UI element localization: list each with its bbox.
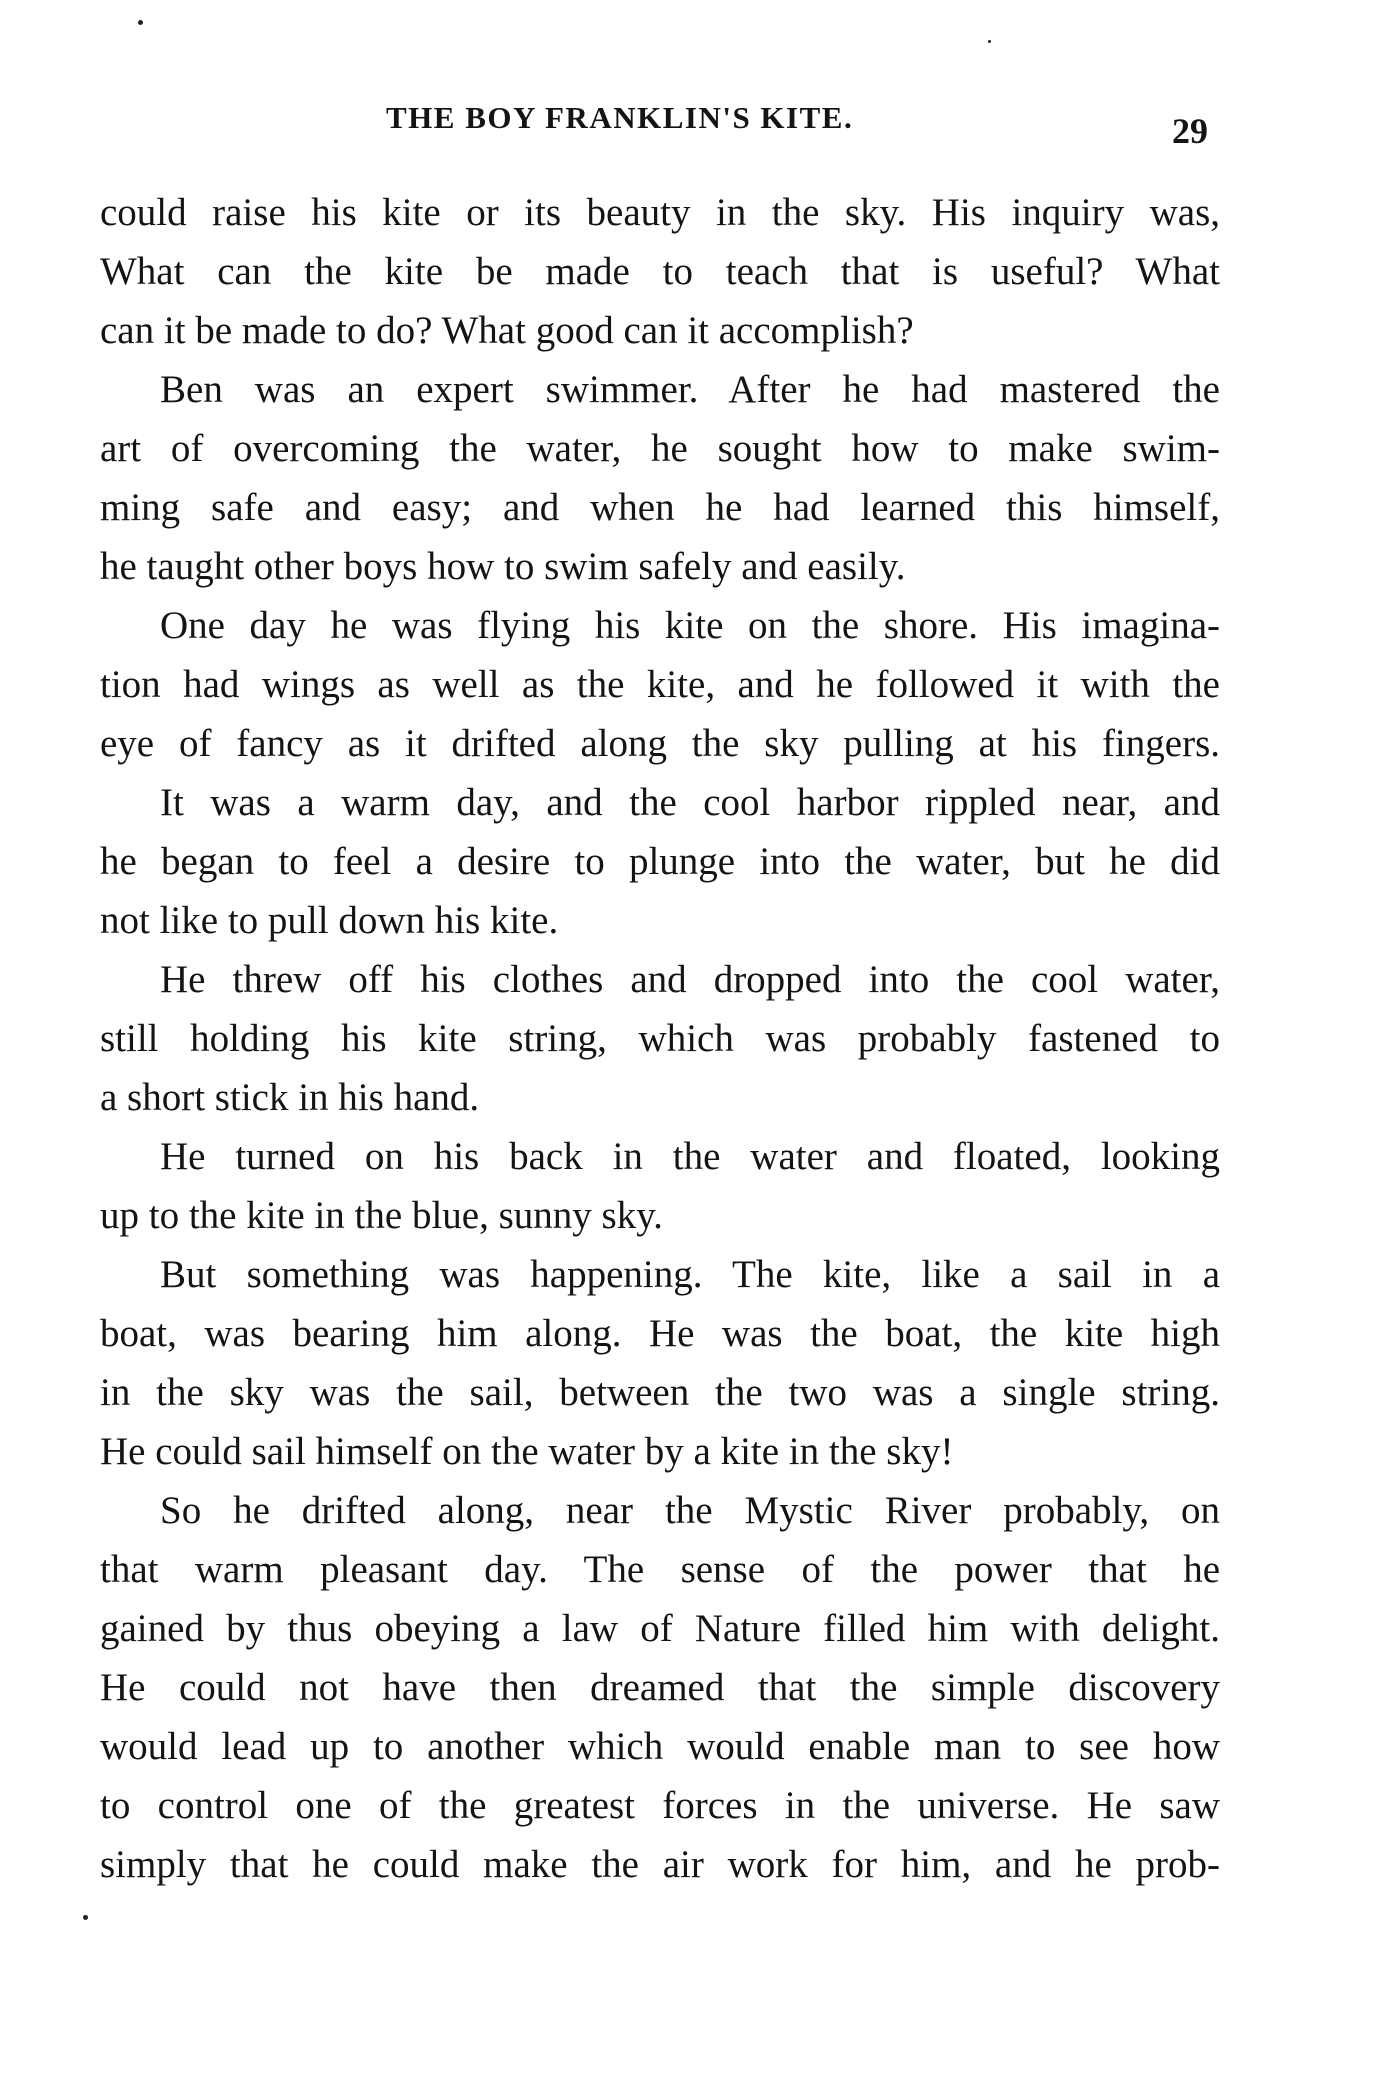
text-line: a short stick in his hand. [100, 1076, 480, 1119]
text-line: So he drifted along, near the Mystic River probably, on [160, 1489, 1220, 1532]
text-line: What can the kite be made to teach that is useful? What [100, 250, 1220, 293]
text-line: can it be made to do? What good can it accomplish? [100, 309, 914, 352]
text-line: It was a warm day, and the cool harbor rippled near, and [160, 781, 1220, 824]
text-line: He threw off his clothes and dropped into the cool water, [160, 958, 1220, 1001]
text-line: But something was happening. The kite, like a sail in a [160, 1253, 1220, 1296]
text-line: up to the kite in the blue, sunny sky. [100, 1194, 663, 1237]
text-line: ming safe and easy; and when he had learned this himself, [100, 486, 1220, 529]
text-line: he taught other boys how to swim safely and easily. [100, 545, 906, 588]
text-line: that warm pleasant day. The sense of the power that he [100, 1548, 1220, 1591]
text-line: he began to feel a desire to plunge into the water, but he did [100, 840, 1220, 883]
text-line: simply that he could make the air work for him, and he prob- [100, 1843, 1220, 1886]
text-line: gained by thus obeying a law of Nature filled him with delight. [100, 1607, 1220, 1650]
text-line: eye of fancy as it drifted along the sky pulling at his fingers. [100, 722, 1220, 765]
text-line: Ben was an expert swimmer. After he had mastered the [160, 368, 1220, 411]
text-line: tion had wings as well as the kite, and he followed it with the [100, 663, 1220, 706]
text-line: could raise his kite or its beauty in the sky. His inquiry was, [100, 191, 1220, 234]
body-text [100, 183, 1220, 1894]
running-title: THE BOY FRANKLIN'S KITE. [386, 100, 854, 135]
text-line: in the sky was the sail, between the two was a single string. [100, 1371, 1220, 1414]
text-line: boat, was bearing him along. He was the boat, the kite high [100, 1312, 1220, 1355]
page-number: 29 [1172, 111, 1208, 151]
print-speck [988, 40, 991, 43]
text-line: One day he was flying his kite on the shore. His imagina- [160, 604, 1220, 647]
text-line: He could sail himself on the water by a kite in the sky! [100, 1430, 954, 1473]
text-line: not like to pull down his kite. [100, 899, 559, 942]
running-head [0, 100, 1393, 151]
print-speck [138, 20, 143, 25]
text-line: would lead up to another which would enable man to see how [100, 1725, 1220, 1768]
text-line: still holding his kite string, which was probably fastened to [100, 1017, 1220, 1060]
print-speck [83, 1915, 88, 1920]
text-line: art of overcoming the water, he sought how to make swim- [100, 427, 1220, 470]
text-line: He could not have then dreamed that the simple discovery [100, 1666, 1220, 1709]
text-line: He turned on his back in the water and floated, looking [160, 1135, 1220, 1178]
text-line: to control one of the greatest forces in the universe. He saw [100, 1784, 1220, 1827]
